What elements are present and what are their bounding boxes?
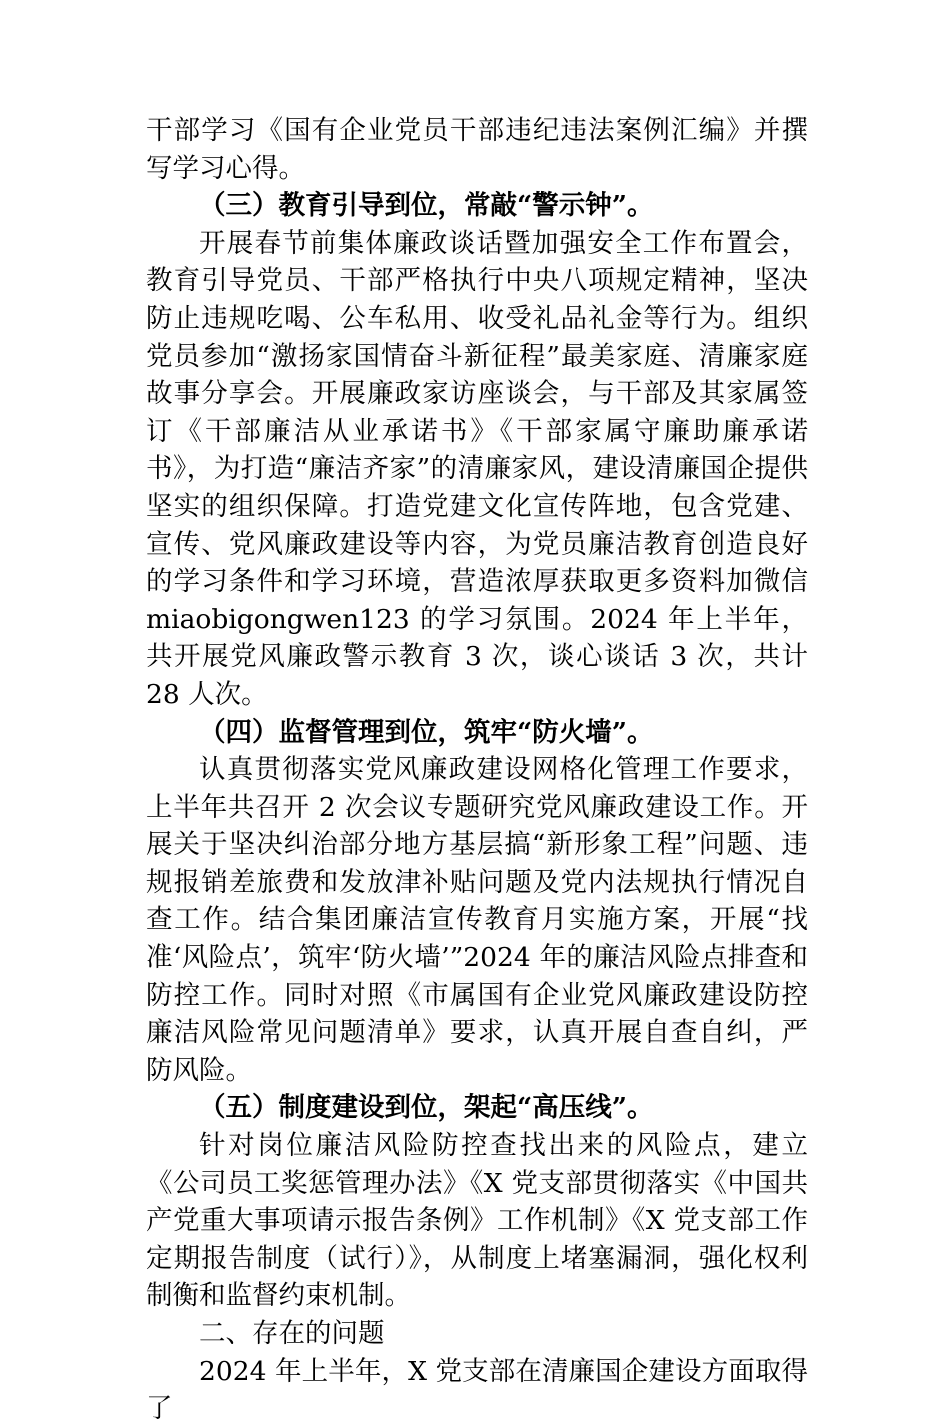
section-heading-existing-problems: 二、存在的问题 bbox=[199, 1318, 385, 1349]
paragraph-system-building: 针对岗位廉洁风险防控查找出来的风险点，建立《公司员工奖惩管理办法》《X 党支部贯彻落实《中国共产党重大事项请示报告条例》工作机制》《X 党支部工作定期报告制度（试行）》，从制度上堵塞漏洞，强化权利制衡和监督约束机制。 bbox=[146, 1130, 808, 1312]
paragraph-study-notes: 干部学习《国有企业党员干部违纪违法案例汇编》并撰写学习心得。 bbox=[146, 115, 808, 184]
paragraph-supervision-management: 认真贯彻落实党风廉政建设网格化管理工作要求，上半年共召开 2 次会议专题研究党风廉政建设工作。开展关于坚决纠治部分地方基层搞“新形象工程”问题、违规报销差旅费和发放津补贴问题及党内法规执行情况自查工作。结合集团廉洁宣传教育月实施方案，开展“找准‘风险点’，筑牢‘防火墙’”2024 年的廉洁风险点排查和防控工作。同时对照《市属国有企业党风廉政建设防控廉洁风险常见问题清单》要求，认真开展自查自纠，严防风险。 bbox=[146, 754, 808, 1086]
subheading-system-building: （五）制度建设到位，架起“高压线”。 bbox=[199, 1092, 654, 1124]
subheading-education-guidance: （三）教育引导到位，常敲“警示钟”。 bbox=[199, 190, 654, 222]
document-body bbox=[146, 112, 808, 1428]
paragraph-education-guidance: 开展春节前集体廉政谈话暨加强安全工作布置会，教育引导党员、干部严格执行中央八项规定精神，坚决防止违规吃喝、公车私用、收受礼品礼金等行为。组织党员参加“激扬家国情奋斗新征程”最美家庭、清廉家庭故事分享会。开展廉政家访座谈会，与干部及其家属签订《干部廉洁从业承诺书》《干部家属守廉助廉承诺书》，为打造“廉洁齐家”的清廉家风，建设清廉国企提供坚实的组织保障。打造党建文化宣传阵地，包含党建、宣传、党风廉政建设等内容，为党员廉洁教育创造良好的学习条件和学习环境，营造浓厚获取更多资料加微信 miaobigongwen123 的学习氛围。2024 年上半年，共开展党风廉政警示教育 3 次，谈心谈话 3 次，共计 28 人次。 bbox=[146, 227, 808, 710]
paragraph-existing-problems-start: 2024 年上半年，X 党支部在清廉国企建设方面取得了 bbox=[146, 1355, 808, 1425]
subheading-supervision-management: （四）监督管理到位，筑牢“防火墙”。 bbox=[199, 716, 654, 748]
